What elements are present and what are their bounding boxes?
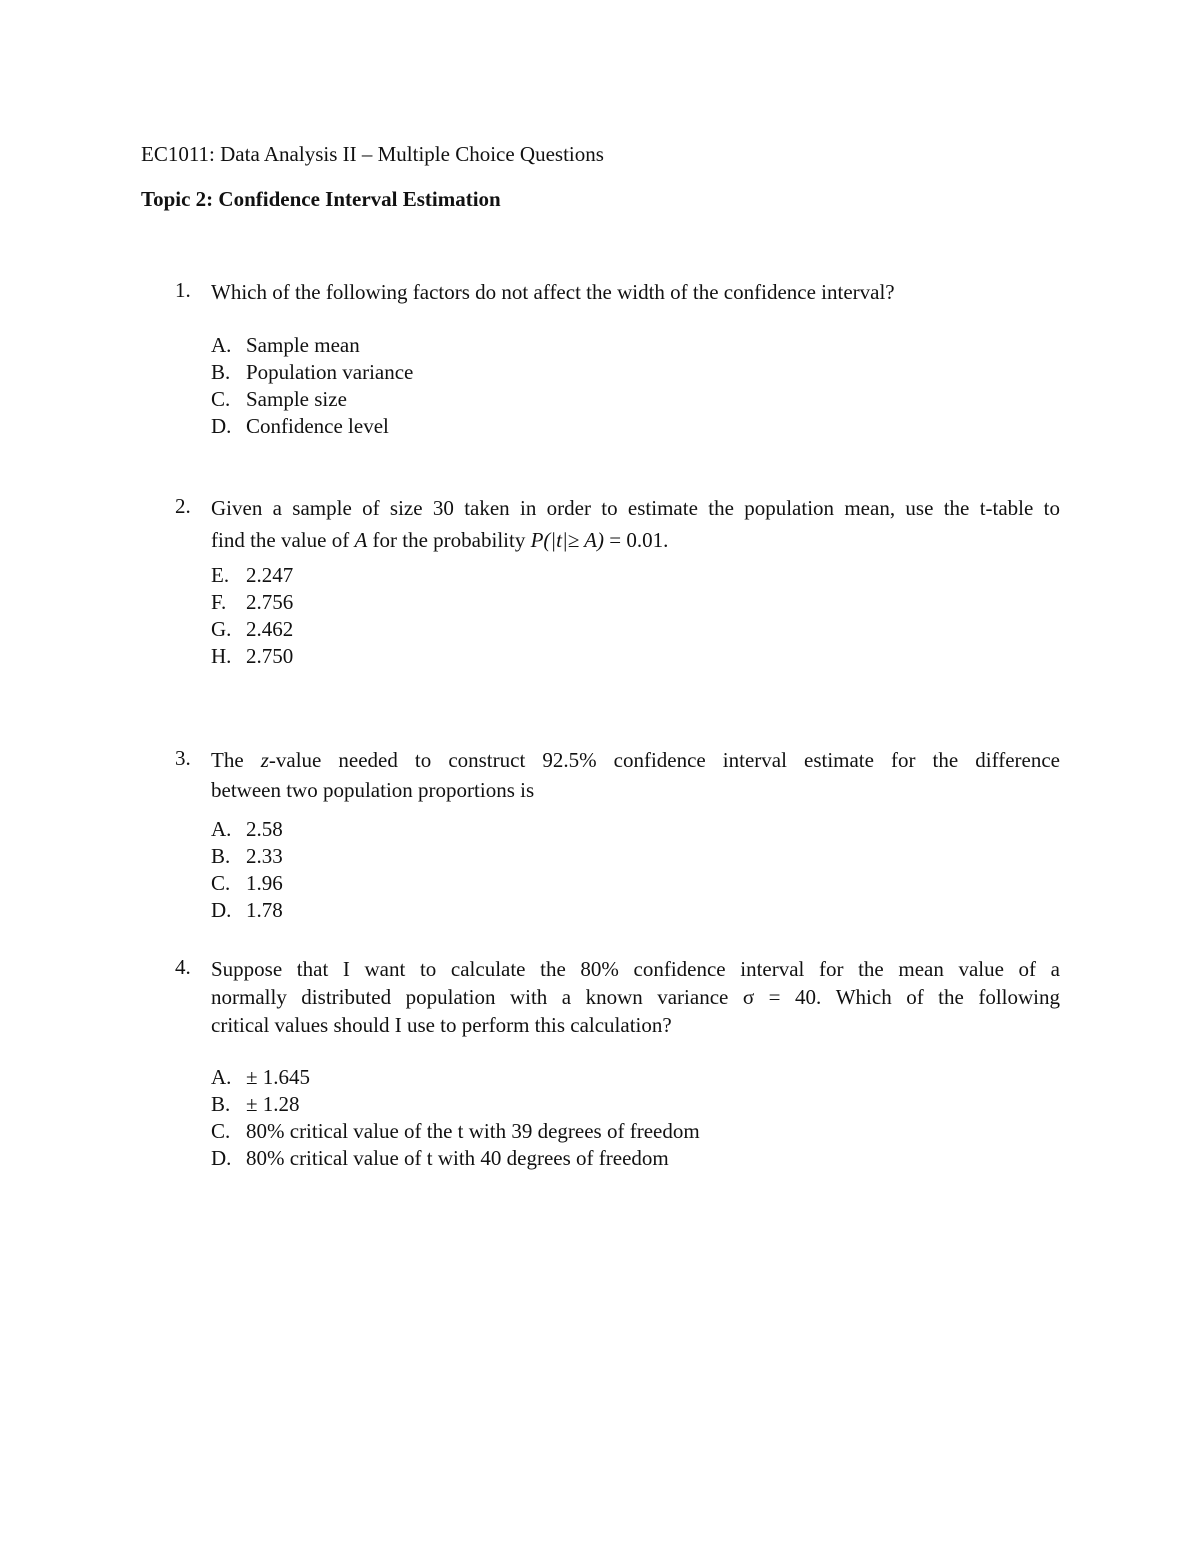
option-e xyxy=(211,562,1060,589)
topic-title: Topic 2: Confidence Interval Estimation xyxy=(141,187,501,211)
option-text: 2.33 xyxy=(246,844,283,868)
probability-formula: P(|t|≥ A) xyxy=(530,528,604,552)
question-line: Which of the following factors do not affect the width of the confidence interval? xyxy=(211,280,895,304)
question-text xyxy=(211,955,1060,1039)
option-text: 1.96 xyxy=(246,871,283,895)
option-b xyxy=(211,359,1060,386)
question-2 xyxy=(175,494,1060,670)
option-text: ± 1.645 xyxy=(246,1065,311,1089)
question-4 xyxy=(175,955,1060,1172)
option-c xyxy=(211,870,1060,897)
option-letter: A. xyxy=(211,1065,232,1089)
option-text: Sample size xyxy=(246,387,347,411)
question-line: normally distributed population with a known variance σ = 40. Which of the following xyxy=(211,985,1060,1009)
question-number: 1. xyxy=(175,278,191,302)
question-line xyxy=(211,746,1060,774)
question-text-fragment: find the value of xyxy=(211,528,355,552)
option-letter: B. xyxy=(211,360,231,384)
option-letter: B. xyxy=(211,1092,231,1116)
question-number: 2. xyxy=(175,494,191,518)
option-g xyxy=(211,616,1060,643)
option-letter: A. xyxy=(211,817,232,841)
option-text: 2.462 xyxy=(246,617,294,641)
option-text: 2.750 xyxy=(246,644,294,668)
option-d xyxy=(211,1145,1060,1172)
question-number: 3. xyxy=(175,746,191,770)
option-text: Population variance xyxy=(246,360,414,384)
option-list xyxy=(211,816,1060,924)
question-text xyxy=(211,494,1060,554)
option-text: 80% critical value of the t with 39 degrees of freedom xyxy=(246,1119,700,1143)
question-text-fragment: for the probability xyxy=(367,528,531,552)
option-c xyxy=(211,1118,1060,1145)
option-text: Sample mean xyxy=(246,333,360,357)
math-variable: z xyxy=(260,748,269,772)
question-line xyxy=(211,526,1060,554)
question-number: 4. xyxy=(175,955,191,979)
option-d xyxy=(211,897,1060,924)
option-letter: D. xyxy=(211,898,232,922)
option-list xyxy=(211,562,1060,670)
option-a xyxy=(211,332,1060,359)
option-text: 2.58 xyxy=(246,817,283,841)
document-header: EC1011: Data Analysis II – Multiple Choice Questions xyxy=(141,142,604,166)
question-line: between two population proportions is xyxy=(211,778,535,802)
question-line: Given a sample of size 30 taken in order to estimate the population mean, use the t-table to xyxy=(211,496,1060,520)
option-text: 2.756 xyxy=(246,590,294,614)
question-1 xyxy=(175,278,1060,440)
question-line: critical values should I use to perform this calculation? xyxy=(211,1013,672,1037)
option-list xyxy=(211,332,1060,440)
question-text-fragment: The xyxy=(211,748,261,772)
question-text-fragment: = 0.01. xyxy=(604,528,669,552)
option-b xyxy=(211,1091,1060,1118)
option-text: 80% critical value of t with 40 degrees of freedom xyxy=(246,1146,669,1170)
option-d xyxy=(211,413,1060,440)
option-f xyxy=(211,589,1060,616)
option-c xyxy=(211,386,1060,413)
option-letter: F. xyxy=(211,590,227,614)
math-variable: A xyxy=(354,528,368,552)
question-text-fragment: -value needed to construct 92.5% confidence interval estimate for the difference xyxy=(268,748,1060,772)
question-text xyxy=(211,746,1060,804)
option-a xyxy=(211,1064,1060,1091)
option-b xyxy=(211,843,1060,870)
option-list xyxy=(211,1064,1060,1172)
option-letter: E. xyxy=(211,563,230,587)
option-letter: D. xyxy=(211,1146,232,1170)
question-text xyxy=(211,278,1060,306)
option-letter: A. xyxy=(211,333,232,357)
option-letter: C. xyxy=(211,1119,231,1143)
option-letter: H. xyxy=(211,644,232,668)
option-text: Confidence level xyxy=(246,414,389,438)
option-letter: D. xyxy=(211,414,232,438)
option-text: 1.78 xyxy=(246,898,283,922)
option-a xyxy=(211,816,1060,843)
question-3 xyxy=(175,746,1060,924)
option-letter: C. xyxy=(211,871,231,895)
option-letter: C. xyxy=(211,387,231,411)
option-text: 2.247 xyxy=(246,563,294,587)
option-h xyxy=(211,643,1060,670)
option-letter: G. xyxy=(211,617,232,641)
question-line: Suppose that I want to calculate the 80% confidence interval for the mean value of a xyxy=(211,957,1060,981)
option-letter: B. xyxy=(211,844,231,868)
option-text: ± 1.28 xyxy=(246,1092,300,1116)
